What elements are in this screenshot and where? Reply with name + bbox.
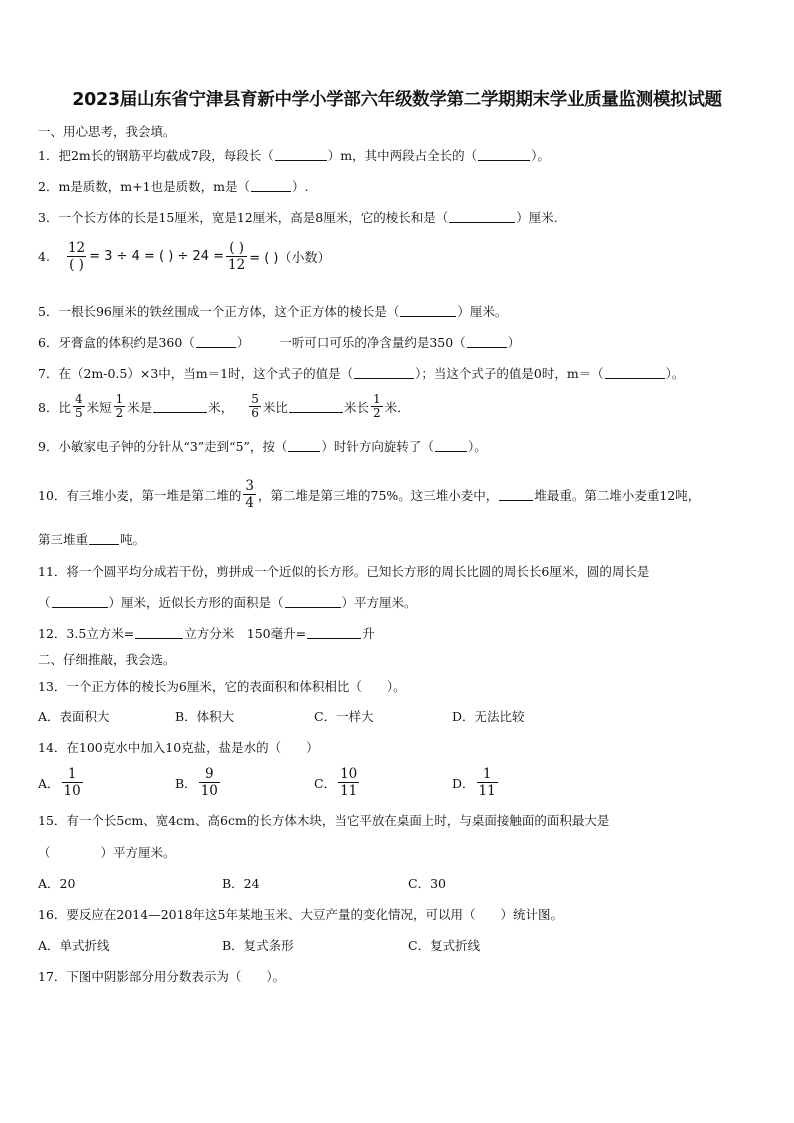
question-4 xyxy=(38,240,331,273)
question-14-options xyxy=(38,766,500,799)
q4-fraction-2 xyxy=(226,240,247,273)
q10-text-a: 10．有三堆小麦，第一堆是第二堆的 xyxy=(38,487,242,503)
fraction-denominator: 11 xyxy=(478,783,496,799)
q8-text-e: 米比 xyxy=(262,399,288,415)
q12-text-b: 立方分米 150毫升= xyxy=(184,626,307,641)
question-15-options xyxy=(38,874,446,892)
option-label: A． xyxy=(38,775,60,791)
question-8 xyxy=(38,393,410,420)
q6-text-b: ） xyxy=(236,335,250,350)
option-fraction xyxy=(477,766,498,799)
option-a[interactable]: A．单式折线 xyxy=(38,938,110,953)
q12-text-a: 12．3.5立方米= xyxy=(38,626,135,641)
question-16-options xyxy=(38,936,480,954)
q10-text-d: 第三堆重 xyxy=(38,532,89,547)
option-fraction xyxy=(62,766,83,799)
option-label: D． xyxy=(452,775,475,791)
option-d[interactable] xyxy=(452,766,500,799)
q10-text-e: 吨。 xyxy=(120,532,146,547)
q3-text-a: 3．一个长方体的长是15厘米，宽是12厘米，高是8厘米，它的棱长和是（ xyxy=(38,210,449,225)
option-c[interactable] xyxy=(314,766,452,799)
fraction-numerator: 9 xyxy=(204,766,214,782)
q8-text-c: 米是 xyxy=(127,399,153,415)
option-fraction xyxy=(199,766,220,799)
fraction-numerator: 5 xyxy=(251,392,259,406)
answer-blank[interactable] xyxy=(449,211,515,223)
question-11 xyxy=(38,562,649,580)
q9-text-a: 9．小敏家电子钟的分针从“3”走到“5”，按（ xyxy=(38,439,288,454)
question-6 xyxy=(38,333,520,351)
fraction-numerator: 1 xyxy=(115,392,124,406)
question-9 xyxy=(38,437,487,455)
answer-blank[interactable] xyxy=(288,440,320,452)
q5-text-a: 5．一根长96厘米的铁丝围成一个正方体，这个正方体的棱长是（ xyxy=(38,304,400,319)
fraction-denominator: 2 xyxy=(372,406,381,420)
fraction-denominator: 2 xyxy=(115,406,124,420)
answer-blank[interactable] xyxy=(135,627,183,639)
page-title: 2023届山东省宁津县育新中学小学部六年级数学第二学期期末学业质量监测模拟试题 xyxy=(72,90,722,110)
question-1 xyxy=(38,146,550,164)
option-a[interactable]: A．20 xyxy=(38,876,76,891)
option-label: B． xyxy=(175,775,197,791)
q2-text-a: 2．m是质数，m+1也是质数，m是（ xyxy=(38,179,250,194)
option-b[interactable]: B．24 xyxy=(222,876,260,891)
answer-blank[interactable] xyxy=(499,489,533,501)
answer-blank[interactable] xyxy=(251,180,291,192)
question-13: 13．一个正方体的棱长为6厘米，它的表面积和体积相比（ ）。 xyxy=(38,679,406,694)
q8-text-d: 米， xyxy=(208,399,234,415)
answer-blank[interactable] xyxy=(285,596,341,608)
fraction-denominator: 10 xyxy=(63,783,81,799)
q8-text-f: 米长 xyxy=(343,399,369,415)
question-12 xyxy=(38,624,375,642)
question-13-options xyxy=(38,707,525,725)
fraction-numerator: 1 xyxy=(67,766,77,782)
q8-text-g: 米． xyxy=(384,399,410,415)
fraction-denominator[interactable]: ( ) xyxy=(69,257,84,273)
q1-text-a: 1．把2m长的钢筋平均截成7段，每段长（ xyxy=(38,148,274,163)
question-14: 14．在100克水中加入10克盐，盐是水的（ ） xyxy=(38,740,319,755)
fraction-numerator: 4 xyxy=(74,392,83,406)
q6-text-c: 一听可口可乐的净含量约是350（ xyxy=(279,335,466,350)
answer-blank[interactable] xyxy=(153,401,207,413)
q11-text-d: ）平方厘米。 xyxy=(341,595,417,610)
q4-equation-a: = 3 ÷ 4 = ( ) ÷ 24 = xyxy=(89,249,225,264)
q12-text-c: 升 xyxy=(362,626,375,641)
fraction-numerator: 1 xyxy=(482,766,492,782)
q4-fraction-1 xyxy=(66,240,87,273)
answer-blank[interactable] xyxy=(52,596,108,608)
answer-blank[interactable] xyxy=(478,149,530,161)
q8-fraction-4 xyxy=(371,393,383,420)
option-b[interactable]: B．复式条形 xyxy=(222,938,294,953)
fraction-numerator: 3 xyxy=(245,478,255,494)
question-17: 17．下图中阴影部分用分数表示为（ ）。 xyxy=(38,969,286,984)
q8-fraction-3 xyxy=(249,393,261,420)
q11-text-c: ）厘米，近似长方形的面积是（ xyxy=(108,595,284,610)
question-15-continued: （ ）平方厘米。 xyxy=(38,845,176,860)
option-a[interactable]: A．表面积大 xyxy=(38,709,110,724)
question-10-continued xyxy=(38,530,145,548)
q7-text-b: ）；当这个式子的值是0时，m＝（ xyxy=(415,366,604,381)
q7-text-c: ）。 xyxy=(665,366,685,381)
q10-text-b: ，第二堆是第三堆的75%。这三堆小麦中， xyxy=(258,487,499,503)
fraction-denominator: 4 xyxy=(245,495,255,511)
answer-blank[interactable] xyxy=(275,149,327,161)
question-11-continued xyxy=(38,593,417,611)
answer-blank[interactable] xyxy=(289,401,343,413)
option-label: C． xyxy=(314,775,337,791)
fraction-numerator: 1 xyxy=(372,392,381,406)
q11-text-a: 11．将一个圆平均分成若干份，剪拼成一个近似的长方形。已知长方形的周长比圆的周长长6厘米，圆的周长是 xyxy=(38,564,650,579)
question-16: 16．要反应在2014—2018年这5年某地玉米、大豆产量的变化情况，可以用（ ）统计图。 xyxy=(38,907,563,922)
option-c[interactable]: C．复式折线 xyxy=(408,938,481,953)
fraction-denominator: 10 xyxy=(200,783,218,799)
q6-text-a: 6．牙膏盒的体积约是360（ xyxy=(38,335,195,350)
question-5 xyxy=(38,302,507,320)
option-a[interactable] xyxy=(38,766,175,799)
section-2-heading: 二、仔细推敲，我会选。 xyxy=(38,652,176,667)
answer-blank[interactable] xyxy=(605,367,665,379)
q1-text-c: ）。 xyxy=(531,148,550,163)
q4-equation-b: = ( )（小数） xyxy=(249,251,331,266)
fraction-denominator: 6 xyxy=(251,406,259,420)
question-15: 15．有一个长5cm、宽4cm、高6cm的长方体木块，当它平放在桌面上时，与桌面接触面的面积最大是 xyxy=(38,813,610,828)
q10-fraction xyxy=(243,478,256,511)
option-b[interactable] xyxy=(175,766,314,799)
q4-number: 4. xyxy=(38,249,50,264)
option-b[interactable]: B．体积大 xyxy=(175,709,235,724)
fraction-denominator: 11 xyxy=(340,783,358,799)
q11-text-b: （ xyxy=(38,595,51,610)
q2-text-b: ）. xyxy=(291,179,309,194)
q8-fraction-1 xyxy=(73,393,85,420)
q3-text-b: ）厘米. xyxy=(516,210,558,225)
q7-text-a: 7．在（2m-0.5）×3中，当m＝1时，这个式子的值是（ xyxy=(38,366,354,381)
q8-text-b: 米短 xyxy=(86,399,112,415)
q9-text-c: ）。 xyxy=(467,439,487,454)
option-fraction xyxy=(338,766,359,799)
option-c[interactable]: C．30 xyxy=(408,876,446,891)
fraction-denominator: 5 xyxy=(74,406,83,420)
answer-blank[interactable] xyxy=(307,627,361,639)
q9-text-b: ）时针方向旋转了（ xyxy=(321,439,434,454)
fraction-numerator[interactable]: ( ) xyxy=(229,240,245,256)
q8-fraction-2 xyxy=(114,393,126,420)
q6-text-d: ） xyxy=(507,335,521,350)
question-10 xyxy=(38,478,700,511)
q5-text-b: ）厘米。 xyxy=(457,304,508,319)
q8-text-a: 8．比 xyxy=(38,399,71,415)
answer-blank[interactable] xyxy=(196,336,236,348)
fraction-numerator: 10 xyxy=(340,766,358,782)
answer-blank[interactable] xyxy=(467,336,507,348)
q10-text-c: 堆最重。第二堆小麦重12吨， xyxy=(534,487,701,503)
fraction-denominator: 12 xyxy=(228,257,246,273)
fraction-numerator: 12 xyxy=(67,240,86,256)
option-c[interactable]: C．一样大 xyxy=(314,709,374,724)
answer-blank[interactable] xyxy=(354,367,414,379)
option-d[interactable]: D．无法比较 xyxy=(452,709,525,724)
question-3 xyxy=(38,208,558,226)
q1-text-b: ）m，其中两段占全长的（ xyxy=(327,148,478,163)
answer-blank[interactable] xyxy=(435,440,467,452)
question-7 xyxy=(38,364,684,382)
answer-blank[interactable] xyxy=(89,533,119,545)
answer-blank[interactable] xyxy=(400,305,456,317)
section-1-heading: 一、用心思考，我会填。 xyxy=(38,124,176,139)
question-2 xyxy=(38,177,308,195)
